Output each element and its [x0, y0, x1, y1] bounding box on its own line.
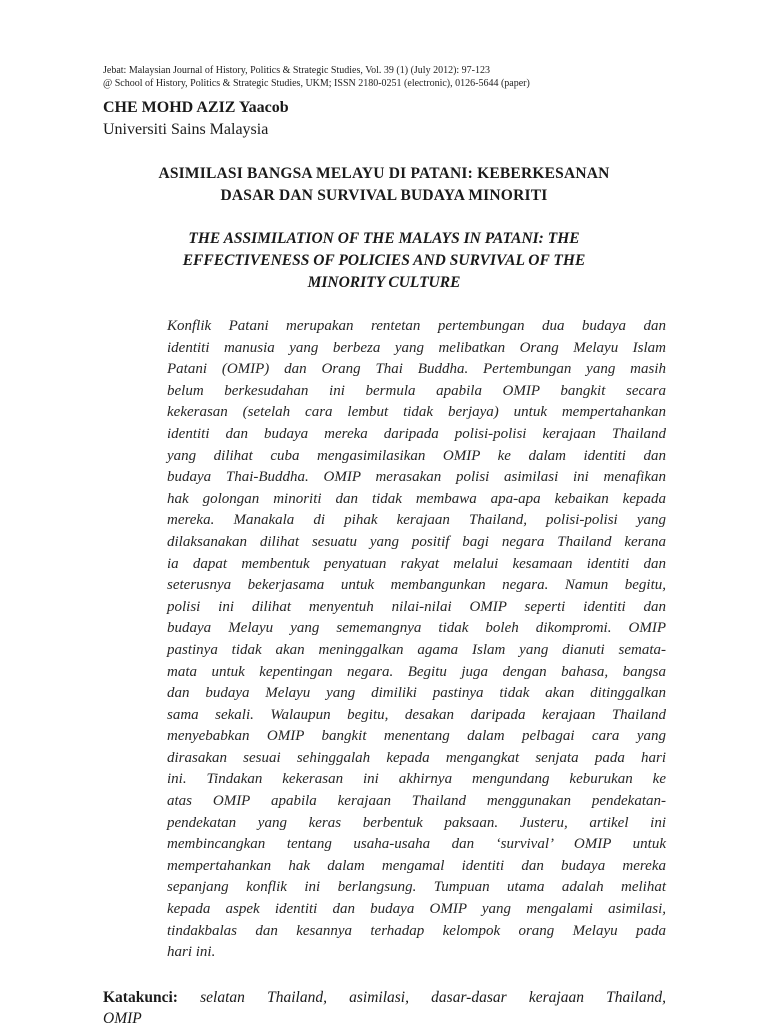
abstract-line: kepada aspek identiti dan budaya OMIP yang mengalami asimilasi, [167, 901, 666, 918]
abstract-line: Patani (OMIP) dan Orang Thai Buddha. Pertembungan yang masih [167, 361, 666, 378]
abstract-line: kekerasan (setelah cara lembut tidak berjaya) untuk mempertahankan [167, 404, 666, 421]
abstract-line: pendekatan yang keras berbentuk paksaan. Justeru, artikel ini [167, 814, 666, 831]
abstract-line: mereka. Manakala di pihak kerajaan Thailand, polisi-polisi yang [167, 512, 666, 529]
title-en-line: THE ASSIMILATION OF THE MALAYS IN PATANI: THE [188, 230, 580, 247]
keywords-section [103, 987, 666, 1029]
abstract-line: budaya Thai-Buddha. OMIP merasakan polisi asimilasi ini menafikan [167, 469, 666, 486]
abstract-line: mata untuk kepentingan negara. Begitu juga dengan bahasa, bangsa [167, 663, 666, 680]
abstract-line: atas OMIP apabila kerajaan Thailand menggunakan pendekatan- [167, 793, 666, 810]
abstract-line: Konflik Patani merupakan rentetan pertembungan dua budaya dan [167, 318, 666, 334]
journal-citation-header [103, 64, 703, 90]
abstract-line: tindakbalas dan kesannya terhadap kelompok orang Melayu pada [167, 922, 666, 939]
abstract-line: belum berkesudahan ini bermula apabila OMIP bangkit secara [167, 382, 666, 399]
abstract-line: sama sekali. Walaupun begitu, desakan daripada kerajaan Thailand [167, 706, 666, 723]
abstract-line: membincangkan tentang usaha-usaha dan ‘survival’ OMIP untuk [167, 836, 666, 853]
title-en-line: MINORITY CULTURE [307, 274, 461, 291]
abstract-line: ini. Tindakan kekerasan ini akhirnya mengundang keburukan ke [167, 771, 666, 788]
abstract-line: dirasakan sesuai sehinggalah kepada mengangkat senjata pada hari [167, 749, 666, 766]
abstract-line: mempertahankan hak dalam mengamal identiti dan budaya mereka [167, 857, 666, 874]
keywords-text-continued: OMIP [103, 1010, 142, 1027]
citation-line: Jebat: Malaysian Journal of History, Politics & Strategic Studies, Vol. 39 (1) (July 2012): 97-123 [103, 65, 491, 76]
article-title-english [103, 228, 665, 294]
abstract-line: hari ini. [167, 944, 216, 961]
abstract-line: menyebabkan OMIP bangkit menentang dalam pelbagai cara yang [167, 728, 666, 745]
copyright-line: @ School of History, Politics & Strategic Studies, UKM; ISSN 2180-0251 (electronic), 0126-5644 (paper) [103, 78, 530, 89]
abstract-line: seterusnya bekerjasama untuk membangunkan negara. Namun begitu, [167, 577, 666, 594]
abstract-line: polisi ini dilihat menyentuh nilai-nilai OMIP seperti identiti dan [167, 598, 666, 615]
abstract-body [167, 316, 666, 964]
abstract-line: pastinya tidak akan meninggalkan agama Islam yang dianuti semata- [167, 641, 666, 658]
author-affiliation: Universiti Sains Malaysia [103, 121, 269, 138]
abstract-line: dilaksanakan dilihat sesuatu yang positif bagi negara Thailand kerana [167, 533, 666, 550]
abstract-line: budaya Melayu yang sememangnya tidak boleh dikompromi. OMIP [167, 620, 666, 637]
author-name: CHE MOHD AZIZ Yaacob [103, 99, 289, 116]
keywords-line [103, 987, 666, 1008]
keywords-label: Katakunci: [103, 989, 178, 1006]
abstract-line: sepanjang konflik ini berlangsung. Tumpuan utama adalah melihat [167, 879, 666, 896]
article-title-malay [103, 163, 665, 207]
abstract-line: identiti manusia yang berbeza yang melibatkan Orang Melayu Islam [167, 339, 666, 356]
abstract-line: dan budaya Melayu yang dimiliki pastinya tidak akan ditinggalkan [167, 685, 666, 702]
abstract-line: identiti dan budaya mereka daripada polisi-polisi kerajaan Thailand [167, 425, 666, 442]
title-en-line: EFFECTIVENESS OF POLICIES AND SURVIVAL OF THE [182, 252, 586, 269]
abstract-line: yang dilihat cuba mengasimilasikan OMIP ke dalam identiti dan [167, 447, 666, 464]
abstract-line: ia dapat membentuk penyatuan rakyat melalui kesamaan identiti dan [167, 555, 666, 572]
keywords-text: selatan Thailand, asimilasi, dasar-dasar kerajaan Thailand, [200, 989, 666, 1006]
title-ms-line: DASAR DAN SURVIVAL BUDAYA MINORITI [220, 187, 548, 204]
title-ms-line: ASIMILASI BANGSA MELAYU DI PATANI: KEBERKESANAN [158, 165, 610, 182]
abstract-line: hak golongan minoriti dan tidak membawa apa-apa kebaikan kepada [167, 490, 666, 507]
